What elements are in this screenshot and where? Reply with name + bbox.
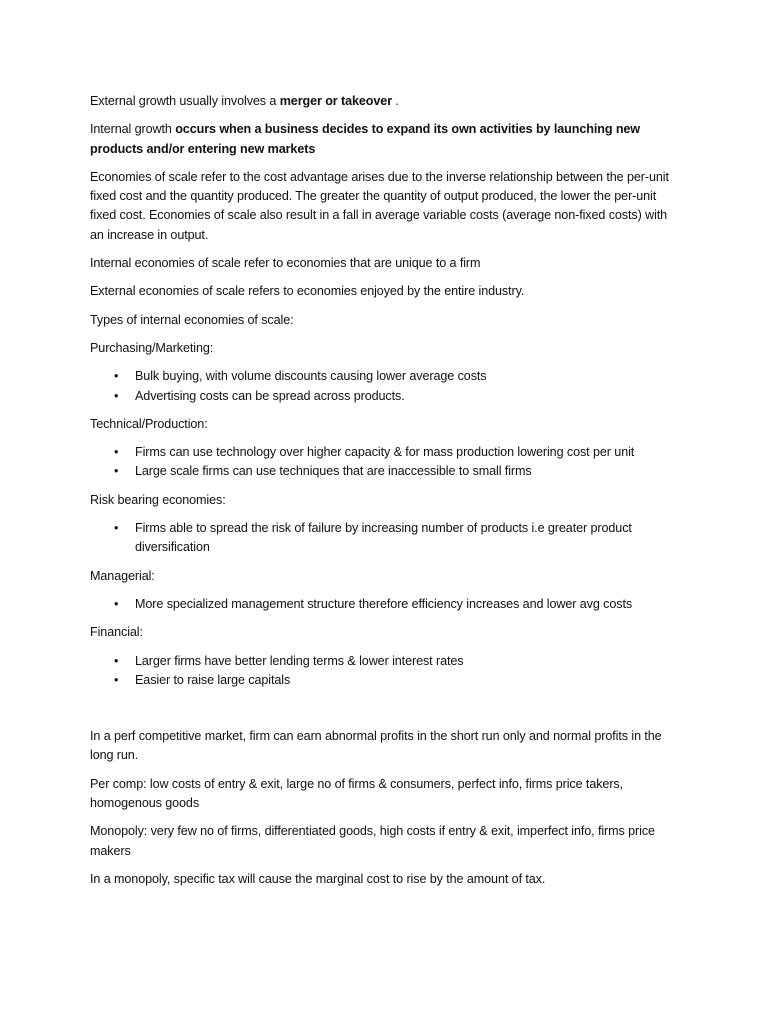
blank-line <box>90 699 678 727</box>
list-item: • Firms can use technology over higher capacity & for mass production lowering cost per unit <box>135 443 678 462</box>
list-item: • Advertising costs can be spread across products. <box>135 387 678 406</box>
bullet-list-managerial <box>90 595 678 614</box>
bold-phrase: merger or takeover <box>279 94 393 108</box>
section-heading-technical: Technical/Production: <box>90 416 208 431</box>
paragraph-internal-economies: Internal economies of scale refer to economies that are unique to a firm <box>90 256 481 271</box>
paragraph-perfect-competition: In a perf competitive market, firm can earn abnormal profits in the short run only and normal profits in the long run. <box>90 729 662 763</box>
paragraph-monopoly: Monopoly: very few no of firms, differentiated goods, high costs if entry & exit, imperfect info, firms price makers <box>90 824 655 858</box>
bullet-list-risk <box>90 519 678 558</box>
bullet-list-technical <box>90 443 678 482</box>
list-item: • Firms able to spread the risk of failure by increasing number of products i.e greater product diversification <box>135 519 678 558</box>
list-item: • Easier to raise large capitals <box>135 671 678 690</box>
paragraph-external-growth: External growth usually involves a merger or takeover . <box>90 94 399 108</box>
list-item: • Bulk buying, with volume discounts causing lower average costs <box>135 367 678 386</box>
section-heading-purchasing: Purchasing/Marketing: <box>90 340 214 355</box>
paragraph-external-economies: External economies of scale refers to economies enjoyed by the entire industry. <box>90 284 525 299</box>
bold-phrase: occurs when a business decides to expand its own activities by launching new products and/or entering new markets <box>90 122 641 156</box>
section-heading-financial: Financial: <box>90 625 143 640</box>
bullet-list-purchasing <box>90 367 678 406</box>
section-heading-risk: Risk bearing economies: <box>90 492 226 507</box>
list-item: • More specialized management structure therefore efficiency increases and lower avg costs <box>135 595 678 614</box>
paragraph-economies-of-scale: Economies of scale refer to the cost advantage arises due to the inverse relationship between the per-unit fixed cost and the quantity produced. The greater the quantity of output produced, the lower the per-unit fixed cost. Economies of scale also result in a fall in average variable costs (average non-fixed costs) with an increase in output. <box>90 169 669 242</box>
bullet-list-financial <box>90 652 678 691</box>
paragraph-per-comp: Per comp: low costs of entry & exit, large no of firms & consumers, perfect info, firms price takers, homogenous goods <box>90 776 624 811</box>
paragraph-monopoly-tax: In a monopoly, specific tax will cause the marginal cost to rise by the amount of tax. <box>90 871 546 886</box>
section-heading-managerial: Managerial: <box>90 568 155 583</box>
paragraph-types-heading: Types of internal economies of scale: <box>90 312 294 327</box>
list-item: • Large scale firms can use techniques that are inaccessible to small firms <box>135 462 678 481</box>
list-item: • Larger firms have better lending terms & lower interest rates <box>135 652 678 671</box>
paragraph-internal-growth: Internal growth occurs when a business decides to expand its own activities by launching new products and/or entering new markets <box>90 122 641 156</box>
